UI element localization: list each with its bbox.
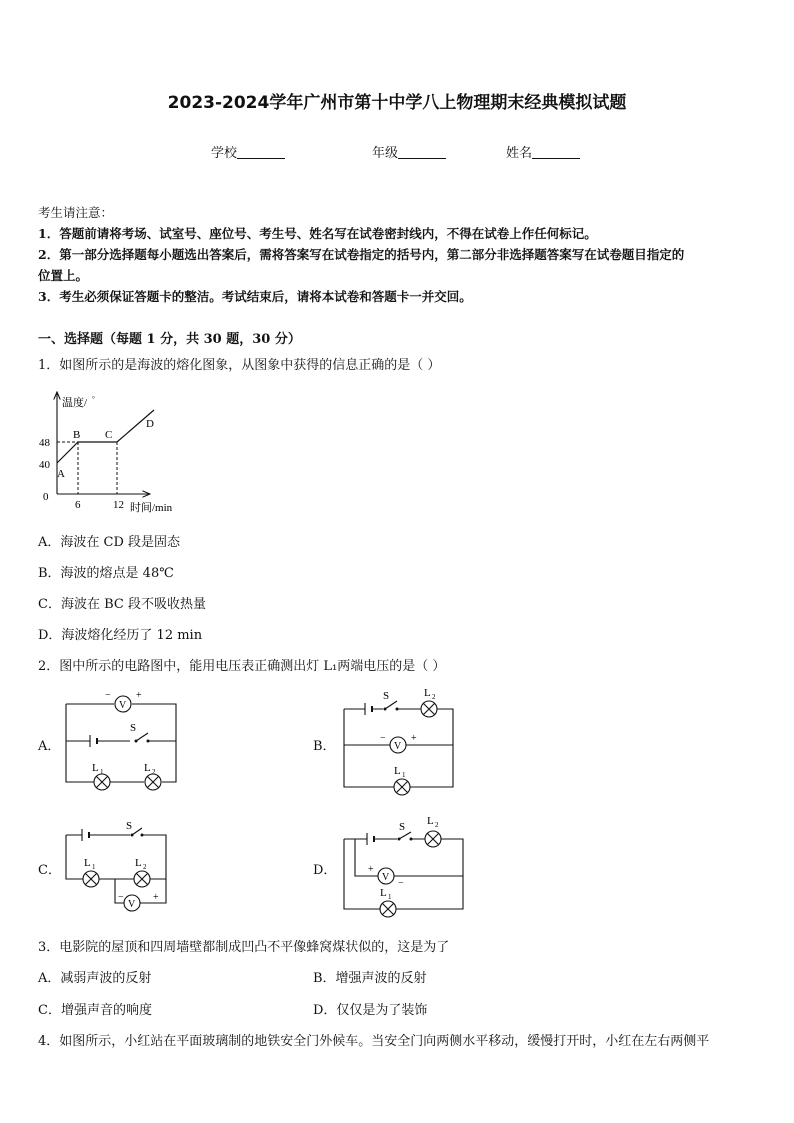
plus-label: + [368,864,374,875]
circuit-a [60,686,185,791]
q2-label-a: A． [38,739,61,754]
y-tick-40: 40 [39,459,50,471]
x-tick-6: 6 [75,499,81,511]
switch-label: S [399,821,406,833]
q3-option-a: A．减弱声波的反射 [38,971,152,986]
q2-stem: 2．图中所示的电路图中，能用电压表正确测出灯 L₁两端电压的是（ ） [38,659,446,674]
point-d-label: D [146,418,154,430]
lamp2-sub: 2 [152,768,156,776]
minus-label: − [118,892,124,903]
lamp1-label: L [380,887,387,899]
voltmeter-icon: V [119,700,127,711]
lamp1-label: L [394,765,401,777]
lamp1-sub: 1 [388,893,392,901]
q3-option-c: C．增强声音的响度 [38,1003,152,1018]
lamp1-sub: 1 [100,768,104,776]
q1-melting-graph [36,388,196,518]
origin-label: 0 [43,491,49,503]
lamp2-label: L [427,815,434,827]
lamp2-sub: 2 [432,693,436,701]
q3-stem: 3．电影院的屋顶和四周墙壁都制成凹凸不平像蜂窝煤状似的，这是为了 [38,940,450,955]
grade-label: 年级 [372,146,399,161]
lamp1-sub: 1 [402,771,406,779]
switch-label: S [383,690,390,702]
lamp2-label: L [135,857,142,869]
notice-heading: 考生请注意： [38,205,114,220]
page-title: 2023-2024学年广州市第十中学八上物理期末经典模拟试题 [167,93,627,113]
q3-option-b: B．增强声波的反射 [313,971,427,986]
school-field [211,142,285,161]
x-axis-label: 时间/min [130,502,173,514]
minus-label: − [380,733,386,744]
notice-item-2-cont: 位置上。 [38,268,89,283]
y-tick-48: 48 [39,437,50,449]
school-label: 学校 [211,146,238,161]
name-label: 姓名 [506,146,533,161]
lamp1-label: L [84,857,91,869]
point-b-label: B [73,429,81,441]
lamp1-label: L [92,762,99,774]
circuit-c [60,815,180,920]
lamp2-label: L [424,687,431,699]
y-axis-label: 温度/ [62,397,88,409]
plus-label: + [411,733,417,744]
plus-label: + [136,690,142,701]
q1-option-a: A．海波在 CD 段是固态 [38,535,181,550]
switch-label: S [130,722,137,734]
minus-label: − [398,878,404,889]
voltmeter-icon: V [128,899,136,910]
point-c-label: C [105,429,113,441]
x-tick-12: 12 [113,499,124,511]
minus-label: − [105,690,111,701]
voltmeter-icon: V [382,872,390,883]
q1-option-d: D．海波熔化经历了 12 min [38,628,203,643]
section-heading: 一、选择题（每题 1 分，共 30 题，30 分） [38,332,301,347]
notice-item-2: 2．第一部分选择题每小题选出答案后，需将答案写在试卷指定的括号内，第二部分非选择题答案写在试卷题目指定的 [38,247,685,262]
circuit-b [335,683,460,798]
lamp2-sub: 2 [143,863,147,871]
lamp2-sub: 2 [435,821,439,829]
q2-label-d: D． [313,863,337,878]
plus-label: + [153,892,159,903]
grade-field [372,142,446,161]
q4-stem: 4．如图所示，小红站在平面玻璃制的地铁安全门外候车。当安全门向两侧水平移动，缓慢打开时，小红在左右两侧平 [38,1034,710,1049]
circuit-d [335,808,470,920]
notice-item-3: 3．考生必须保证答题卡的整洁。考试结束后，请将本试卷和答题卡一并交回。 [38,289,472,304]
voltmeter-icon: V [394,741,402,752]
q1-option-b: B．海波的熔点是 48℃ [38,566,174,581]
q2-label-c: C． [38,863,61,878]
name-field [506,142,580,161]
q1-option-c: C．海波在 BC 段不吸收热量 [38,597,206,612]
point-a-label: A [57,468,65,480]
y-axis-unit: ° [92,395,95,403]
q3-option-d: D．仅仅是为了装饰 [313,1003,428,1018]
switch-label: S [126,820,133,832]
notice-item-1: 1．答题前请将考场、试室号、座位号、考生号、姓名写在试卷密封线内，不得在试卷上作任何标记。 [38,226,597,241]
lamp2-label: L [144,762,151,774]
q2-label-b: B． [313,739,336,754]
q1-stem: 1．如图所示的是海波的熔化图象，从图象中获得的信息正确的是（ ） [38,358,441,373]
lamp1-sub: 1 [92,863,96,871]
